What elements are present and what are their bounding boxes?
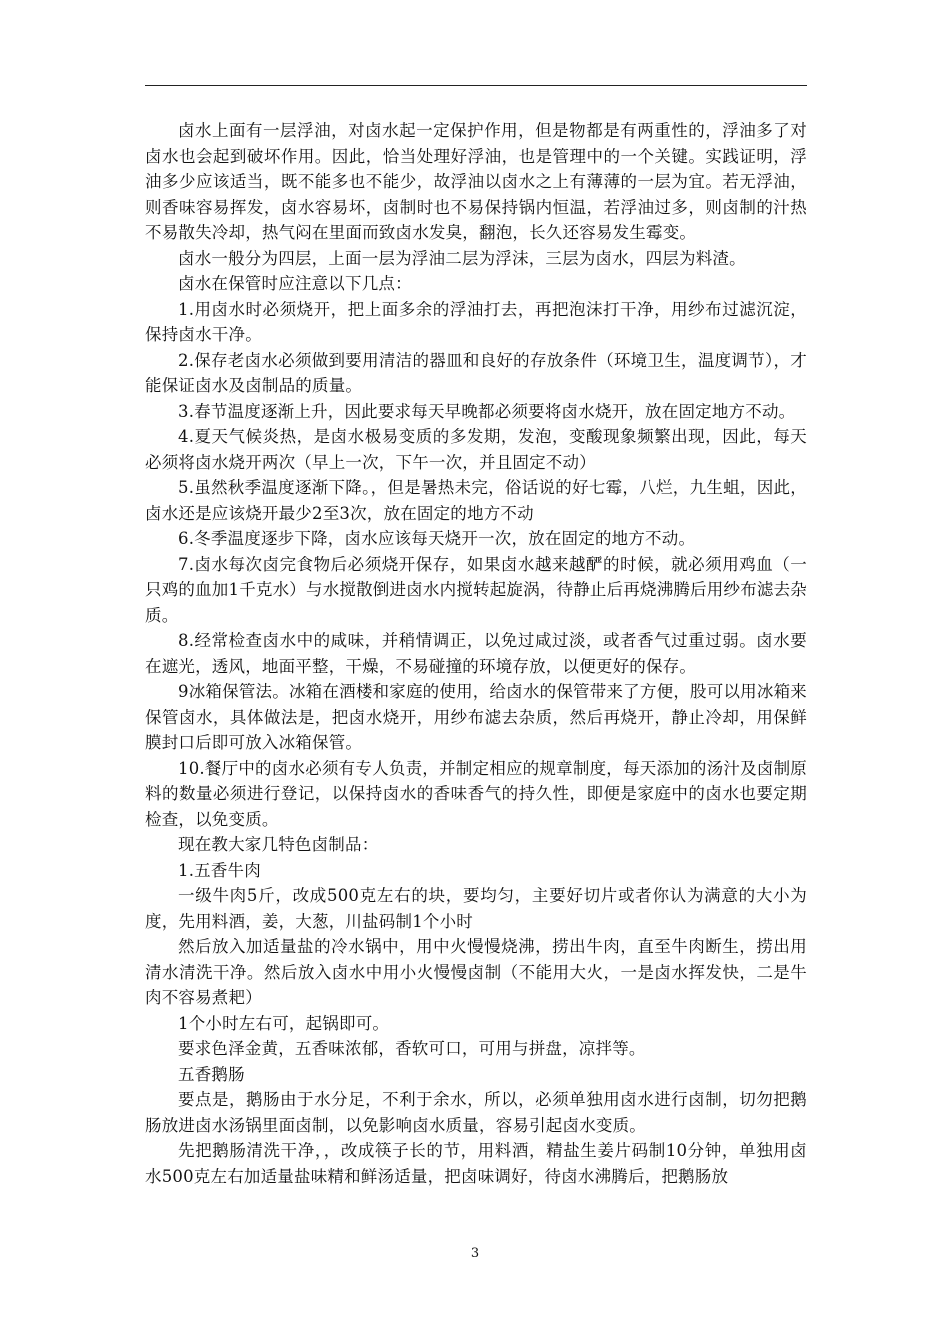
page-number: 3	[470, 1246, 480, 1261]
paragraph: 1.用卤水时必须烧开，把上面多余的浮油打去，再把泡沫打干净，用纱布过滤沉淀，保持卤水干净。	[145, 299, 807, 344]
paragraph: 要求色泽金黄，五香味浓郁，香软可口，可用与拼盘，凉拌等。	[178, 1039, 646, 1058]
paragraph: 一级牛肉5斤，改成500克左右的块，要均匀，主要好切片或者你认为满意的大小为度，先用料酒，姜，大葱，川盐码制1个小时	[145, 886, 807, 931]
paragraph: 卤水在保管时应注意以下几点：	[178, 274, 412, 293]
paragraph: 要点是，鹅肠由于水分足，不利于余水，所以，必须单独用卤水进行卤制，切勿把鹅肠放进卤水汤锅里面卤制，以免影响卤水质量，容易引起卤水变质。	[145, 1090, 807, 1135]
header-rule	[145, 85, 807, 86]
paragraph: 10.餐厅中的卤水必须有专人负责，并制定相应的规章制度，每天添加的汤汁及卤制原料的数量必须进行登记，以保持卤水的香味香气的持久性，即便是家庭中的卤水也要定期检查，以免变质。	[145, 758, 807, 829]
paragraph: 8.经常检查卤水中的咸味，并稍情调正，以免过咸过淡，或者香气过重过弱。卤水要在遮光，透风，地面平整，干燥，不易碰撞的环境存放，以便更好的保存。	[145, 631, 807, 676]
paragraph: 4.夏天气候炎热，是卤水极易变质的多发期，发泡，变酸现象频繁出现，因此，每天必须将卤水烧开两次（早上一次，下午一次，并且固定不动）	[145, 427, 807, 472]
body-text	[145, 118, 807, 1189]
paragraph: 然后放入加适量盐的冷水锅中，用中火慢慢烧沸，捞出牛肉，直至牛肉断生，捞出用清水清洗干净。然后放入卤水中用小火慢慢卤制（不能用大火，一是卤水挥发快，二是牛肉不容易煮耙）	[145, 937, 807, 1007]
paragraph: 先把鹅肠清洗干净，，改成筷子长的节，用料酒，精盐生姜片码制10分钟，单独用卤水500克左右加适量盐味精和鲜汤适量，把卤味调好，待卤水沸腾后，把鹅肠放	[145, 1141, 807, 1186]
paragraph: 3.春节温度逐渐上升，因此要求每天早晚都必须要将卤水烧开，放在固定地方不动。	[178, 401, 796, 421]
section-heading: 1.五香牛肉	[178, 860, 261, 880]
section-heading: 五香鹅肠	[178, 1064, 245, 1084]
paragraph: 6.冬季温度逐步下降，卤水应该每天烧开一次，放在固定的地方不动。	[178, 529, 696, 548]
paragraph: 2.保存老卤水必须做到要用清洁的器皿和良好的存放条件（环境卫生，温度调节），才能保证卤水及卤制品的质量。	[145, 350, 807, 395]
paragraph: 1个小时左右可，起锅即可。	[178, 1013, 390, 1033]
paragraph: 现在教大家几特色卤制品：	[178, 835, 379, 854]
paragraph: 7.卤水每次卤完食物后必须烧开保存，如果卤水越来越酽的时候，就必须用鸡血（一只鸡的血加1千克水）与水搅散倒进卤水内搅转起旋涡，待静止后再烧沸腾后用纱布滤去杂质。	[145, 554, 807, 625]
paragraph: 卤水上面有一层浮油，对卤水起一定保护作用，但是物都是有两重性的，浮油多了对卤水也会起到破坏作用。因此，恰当处理好浮油，也是管理中的一个关键。实践证明，浮油多少应该适当，既不能多也不能少，故浮油以卤水之上有薄薄的一层为宜。若无浮油，则香味容易挥发，卤水容易坏，卤制时也不易保持锅内恒温，若浮油过多，则卤制的汁热不易散失冷却，热气闷在里面而致卤水发臭，翻泡，长久还容易发生霉变。	[145, 121, 807, 242]
paragraph: 卤水一般分为四层，上面一层为浮油二层为浮沫，三层为卤水，四层为料渣。	[178, 248, 746, 268]
paragraph: 9冰箱保管法。冰箱在酒楼和家庭的使用，给卤水的保管带来了方便，股可以用冰箱来保管卤水，具体做法是，把卤水烧开，用纱布滤去杂质，然后再烧开，静止冷却，用保鲜膜封口后即可放入冰箱保管。	[145, 682, 807, 752]
paragraph: 5.虽然秋季温度逐渐下降。，但是暑热未完，俗话说的好七霉，八烂，九生蛆，因此，卤水还是应该烧开最少2至3次，放在固定的地方不动	[145, 478, 807, 523]
